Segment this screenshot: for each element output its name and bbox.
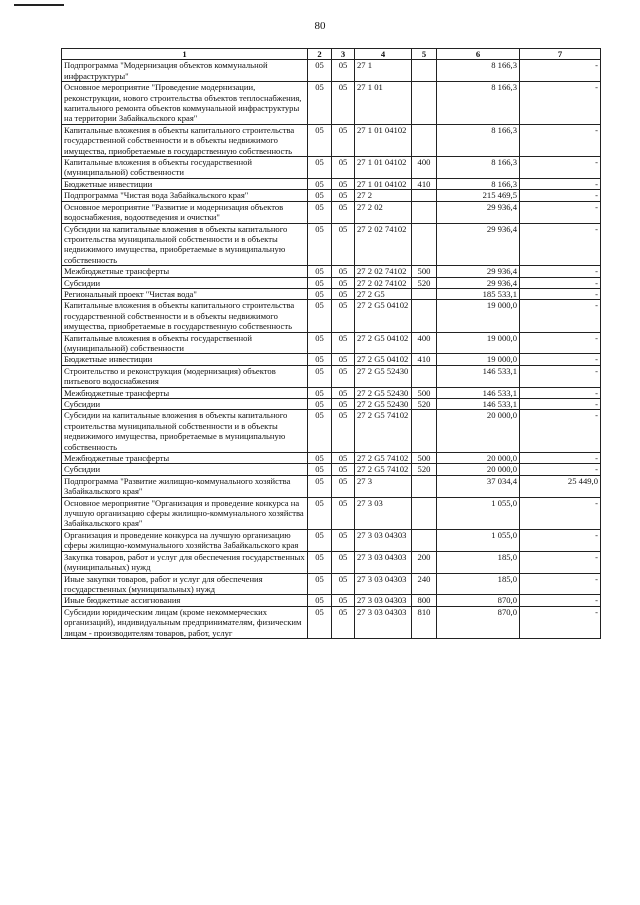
row-name-cell: Основное мероприятие "Развитие и модернизация объектов водоснабжения, водоотведения и очистки"	[62, 201, 308, 223]
row-subsection-cell: 05	[332, 606, 355, 638]
row-section-cell: 05	[308, 288, 332, 299]
row-subsection-cell: 05	[332, 300, 355, 332]
row-expense-type-cell: 200	[412, 551, 437, 573]
row-target-article-cell: 27 1 01 04102	[355, 124, 412, 156]
table-row	[62, 223, 601, 266]
row-name-cell: Межбюджетные трансферты	[62, 266, 308, 277]
row-target-article-cell: 27 3 03 04303	[355, 529, 412, 551]
row-subsection-cell: 05	[332, 178, 355, 189]
row-target-article-cell: 27 3 03 04303	[355, 551, 412, 573]
row-section-cell: 05	[308, 464, 332, 475]
row-target-article-cell: 27 3 03	[355, 497, 412, 529]
table-row	[62, 300, 601, 332]
row-subsection-cell: 05	[332, 157, 355, 179]
row-subsection-cell: 05	[332, 82, 355, 125]
row-expense-type-cell	[412, 497, 437, 529]
row-expense-type-cell: 500	[412, 453, 437, 464]
row-amount-cell: 146 533,1	[437, 365, 520, 387]
row-expense-type-cell: 520	[412, 277, 437, 288]
row-amount-col7-cell: -	[520, 573, 601, 595]
table-row	[62, 201, 601, 223]
row-subsection-cell: 05	[332, 453, 355, 464]
row-section-cell: 05	[308, 354, 332, 365]
row-expense-type-cell: 520	[412, 464, 437, 475]
table-row	[62, 497, 601, 529]
row-amount-col7-cell: -	[520, 497, 601, 529]
row-amount-cell: 8 166,3	[437, 82, 520, 125]
row-amount-col7-cell: -	[520, 464, 601, 475]
row-amount-cell: 1 055,0	[437, 497, 520, 529]
row-target-article-cell: 27 2 G5	[355, 288, 412, 299]
row-target-article-cell: 27 3	[355, 475, 412, 497]
table-row	[62, 178, 601, 189]
row-amount-cell: 29 936,4	[437, 266, 520, 277]
row-name-cell: Субсидии	[62, 464, 308, 475]
row-subsection-cell: 05	[332, 223, 355, 266]
row-subsection-cell: 05	[332, 464, 355, 475]
row-expense-type-cell	[412, 365, 437, 387]
row-expense-type-cell: 240	[412, 573, 437, 595]
row-expense-type-cell: 500	[412, 266, 437, 277]
row-target-article-cell: 27 2 02 74102	[355, 223, 412, 266]
row-amount-cell: 29 936,4	[437, 201, 520, 223]
table-row	[62, 277, 601, 288]
row-amount-cell: 29 936,4	[437, 223, 520, 266]
row-amount-cell: 8 166,3	[437, 157, 520, 179]
row-name-cell: Межбюджетные трансферты	[62, 387, 308, 398]
header-col-6: 6	[437, 49, 520, 60]
row-expense-type-cell: 410	[412, 178, 437, 189]
row-section-cell: 05	[308, 529, 332, 551]
row-subsection-cell: 05	[332, 595, 355, 606]
row-subsection-cell: 05	[332, 277, 355, 288]
table-row	[62, 288, 601, 299]
row-section-cell: 05	[308, 266, 332, 277]
row-amount-col7-cell: 25 449,0	[520, 475, 601, 497]
row-amount-cell: 8 166,3	[437, 60, 520, 82]
row-expense-type-cell	[412, 475, 437, 497]
row-expense-type-cell	[412, 288, 437, 299]
row-target-article-cell: 27 2 02 74102	[355, 266, 412, 277]
row-expense-type-cell: 810	[412, 606, 437, 638]
row-section-cell: 05	[308, 223, 332, 266]
row-subsection-cell: 05	[332, 288, 355, 299]
row-section-cell: 05	[308, 410, 332, 453]
row-amount-col7-cell: -	[520, 453, 601, 464]
row-expense-type-cell	[412, 60, 437, 82]
row-amount-col7-cell: -	[520, 201, 601, 223]
row-amount-col7-cell: -	[520, 551, 601, 573]
table-row	[62, 354, 601, 365]
row-target-article-cell: 27 2 02 74102	[355, 277, 412, 288]
row-target-article-cell: 27 2 G5 74102	[355, 453, 412, 464]
row-amount-col7-cell: -	[520, 190, 601, 201]
row-subsection-cell: 05	[332, 387, 355, 398]
row-expense-type-cell	[412, 410, 437, 453]
row-expense-type-cell: 410	[412, 354, 437, 365]
header-col-5: 5	[412, 49, 437, 60]
row-target-article-cell: 27 3 03 04303	[355, 606, 412, 638]
row-amount-cell: 8 166,3	[437, 124, 520, 156]
row-amount-col7-cell: -	[520, 365, 601, 387]
row-subsection-cell: 05	[332, 497, 355, 529]
row-section-cell: 05	[308, 60, 332, 82]
row-name-cell: Иные закупки товаров, работ и услуг для обеспечения государственных (муниципальных) нужд	[62, 573, 308, 595]
row-section-cell: 05	[308, 277, 332, 288]
row-name-cell: Основное мероприятие "Проведение модернизации, реконструкции, нового строительства объектов теплоснабжения, капитального ремонта объектов коммунальной инфраструктуры на территории Забайкальского края"	[62, 82, 308, 125]
row-target-article-cell: 27 1 01 04102	[355, 157, 412, 179]
row-name-cell: Иные бюджетные ассигнования	[62, 595, 308, 606]
row-amount-col7-cell: -	[520, 399, 601, 410]
row-name-cell: Подпрограмма "Развитие жилищно-коммунального хозяйства Забайкальского края"	[62, 475, 308, 497]
row-amount-cell: 37 034,4	[437, 475, 520, 497]
row-name-cell: Региональный проект "Чистая вода"	[62, 288, 308, 299]
row-target-article-cell: 27 1 01	[355, 82, 412, 125]
table-row	[62, 124, 601, 156]
row-amount-cell: 146 533,1	[437, 399, 520, 410]
row-section-cell: 05	[308, 453, 332, 464]
row-section-cell: 05	[308, 82, 332, 125]
row-expense-type-cell	[412, 190, 437, 201]
row-amount-cell: 870,0	[437, 595, 520, 606]
row-subsection-cell: 05	[332, 399, 355, 410]
row-amount-cell: 146 533,1	[437, 387, 520, 398]
budget-table	[61, 48, 601, 639]
table-row	[62, 595, 601, 606]
row-amount-col7-cell: -	[520, 178, 601, 189]
row-amount-col7-cell: -	[520, 60, 601, 82]
row-amount-cell: 8 166,3	[437, 178, 520, 189]
row-expense-type-cell	[412, 82, 437, 125]
corner-scan-mark	[14, 4, 64, 6]
row-amount-col7-cell: -	[520, 410, 601, 453]
row-amount-cell: 19 000,0	[437, 354, 520, 365]
row-expense-type-cell	[412, 300, 437, 332]
row-amount-cell: 19 000,0	[437, 332, 520, 354]
row-expense-type-cell: 500	[412, 387, 437, 398]
page-number: 80	[314, 20, 326, 32]
row-subsection-cell: 05	[332, 60, 355, 82]
row-target-article-cell: 27 3 03 04303	[355, 573, 412, 595]
row-amount-col7-cell: -	[520, 606, 601, 638]
row-name-cell: Субсидии юридическим лицам (кроме некоммерческих организаций), индивидуальным предпринимателям, физическим лицам - производителям товаров, работ, услуг	[62, 606, 308, 638]
row-amount-col7-cell: -	[520, 277, 601, 288]
row-amount-col7-cell: -	[520, 223, 601, 266]
row-expense-type-cell: 520	[412, 399, 437, 410]
header-col-7: 7	[520, 49, 601, 60]
table-row	[62, 82, 601, 125]
row-target-article-cell: 27 2	[355, 190, 412, 201]
row-amount-cell: 29 936,4	[437, 277, 520, 288]
row-amount-cell: 870,0	[437, 606, 520, 638]
row-name-cell: Закупка товаров, работ и услуг для обеспечения государственных (муниципальных) нужд	[62, 551, 308, 573]
row-target-article-cell: 27 2 G5 04102	[355, 300, 412, 332]
row-expense-type-cell	[412, 529, 437, 551]
row-name-cell: Подпрограмма "Модернизация объектов коммунальной инфраструктуры"	[62, 60, 308, 82]
row-expense-type-cell: 400	[412, 332, 437, 354]
table-body	[62, 60, 601, 639]
row-amount-cell: 20 000,0	[437, 464, 520, 475]
row-target-article-cell: 27 2 G5 74102	[355, 464, 412, 475]
row-name-cell: Бюджетные инвестиции	[62, 354, 308, 365]
header-col-1: 1	[62, 49, 308, 60]
row-section-cell: 05	[308, 157, 332, 179]
row-section-cell: 05	[308, 573, 332, 595]
row-section-cell: 05	[308, 595, 332, 606]
row-section-cell: 05	[308, 201, 332, 223]
row-subsection-cell: 05	[332, 475, 355, 497]
row-expense-type-cell	[412, 223, 437, 266]
row-amount-col7-cell: -	[520, 288, 601, 299]
row-section-cell: 05	[308, 399, 332, 410]
row-amount-cell: 19 000,0	[437, 300, 520, 332]
table-row	[62, 464, 601, 475]
row-target-article-cell: 27 2 G5 74102	[355, 410, 412, 453]
row-amount-col7-cell: -	[520, 300, 601, 332]
row-section-cell: 05	[308, 190, 332, 201]
row-target-article-cell: 27 2 G5 52430	[355, 365, 412, 387]
row-amount-col7-cell: -	[520, 124, 601, 156]
row-subsection-cell: 05	[332, 573, 355, 595]
row-name-cell: Капитальные вложения в объекты капитального строительства государственной собственности и в объекты недвижимого имущества, приобретаемые в государственную собственность	[62, 300, 308, 332]
row-amount-cell: 20 000,0	[437, 410, 520, 453]
table-row	[62, 190, 601, 201]
row-expense-type-cell: 800	[412, 595, 437, 606]
table-row	[62, 399, 601, 410]
row-amount-col7-cell: -	[520, 332, 601, 354]
row-amount-col7-cell: -	[520, 354, 601, 365]
row-subsection-cell: 05	[332, 529, 355, 551]
row-target-article-cell: 27 3 03 04303	[355, 595, 412, 606]
row-target-article-cell: 27 2 G5 52430	[355, 387, 412, 398]
header-col-4: 4	[355, 49, 412, 60]
row-amount-col7-cell: -	[520, 157, 601, 179]
row-section-cell: 05	[308, 497, 332, 529]
row-amount-col7-cell: -	[520, 266, 601, 277]
row-section-cell: 05	[308, 475, 332, 497]
table-row	[62, 387, 601, 398]
row-target-article-cell: 27 2 G5 04102	[355, 332, 412, 354]
row-amount-col7-cell: -	[520, 387, 601, 398]
row-name-cell: Капитальные вложения в объекты капитального строительства государственной собственности и в объекты недвижимого имущества, приобретаемые в государственную собственность	[62, 124, 308, 156]
row-expense-type-cell	[412, 124, 437, 156]
header-col-2: 2	[308, 49, 332, 60]
table-row	[62, 365, 601, 387]
row-name-cell: Бюджетные инвестиции	[62, 178, 308, 189]
row-name-cell: Межбюджетные трансферты	[62, 453, 308, 464]
header-col-3: 3	[332, 49, 355, 60]
table-row	[62, 410, 601, 453]
row-subsection-cell: 05	[332, 410, 355, 453]
row-expense-type-cell: 400	[412, 157, 437, 179]
table-row	[62, 573, 601, 595]
table-row	[62, 60, 601, 82]
row-section-cell: 05	[308, 300, 332, 332]
row-target-article-cell: 27 2 G5 52430	[355, 399, 412, 410]
table-row	[62, 157, 601, 179]
row-target-article-cell: 27 2 02	[355, 201, 412, 223]
row-section-cell: 05	[308, 178, 332, 189]
table-row	[62, 266, 601, 277]
row-amount-cell: 20 000,0	[437, 453, 520, 464]
row-amount-cell: 185,0	[437, 573, 520, 595]
row-subsection-cell: 05	[332, 332, 355, 354]
row-name-cell: Субсидии на капитальные вложения в объекты капитального строительства муниципальной собственности и в объекты недвижимого имущества, приобретаемые в муниципальную собственность	[62, 410, 308, 453]
table-row	[62, 529, 601, 551]
row-subsection-cell: 05	[332, 266, 355, 277]
row-name-cell: Капитальные вложения в объекты государственной (муниципальной) собственности	[62, 332, 308, 354]
row-amount-cell: 215 469,5	[437, 190, 520, 201]
row-subsection-cell: 05	[332, 354, 355, 365]
row-subsection-cell: 05	[332, 551, 355, 573]
row-section-cell: 05	[308, 332, 332, 354]
row-name-cell: Организация и проведение конкурса на лучшую организацию сферы жилищно-коммунального хозяйства Забайкальского края	[62, 529, 308, 551]
row-amount-cell: 185,0	[437, 551, 520, 573]
row-amount-col7-cell: -	[520, 595, 601, 606]
row-name-cell: Капитальные вложения в объекты государственной (муниципальной) собственности	[62, 157, 308, 179]
table-row	[62, 551, 601, 573]
table-row	[62, 606, 601, 638]
row-amount-cell: 1 055,0	[437, 529, 520, 551]
row-subsection-cell: 05	[332, 124, 355, 156]
row-section-cell: 05	[308, 124, 332, 156]
row-target-article-cell: 27 1	[355, 60, 412, 82]
row-name-cell: Подпрограмма "Чистая вода Забайкальского края"	[62, 190, 308, 201]
row-expense-type-cell	[412, 201, 437, 223]
row-section-cell: 05	[308, 551, 332, 573]
row-subsection-cell: 05	[332, 190, 355, 201]
row-subsection-cell: 05	[332, 201, 355, 223]
table-row	[62, 475, 601, 497]
row-section-cell: 05	[308, 387, 332, 398]
row-amount-col7-cell: -	[520, 529, 601, 551]
row-section-cell: 05	[308, 606, 332, 638]
table-row	[62, 453, 601, 464]
row-name-cell: Строительство и реконструкция (модернизация) объектов питьевого водоснабжения	[62, 365, 308, 387]
row-name-cell: Субсидии	[62, 399, 308, 410]
row-target-article-cell: 27 2 G5 04102	[355, 354, 412, 365]
row-target-article-cell: 27 1 01 04102	[355, 178, 412, 189]
row-name-cell: Субсидии на капитальные вложения в объекты капитального строительства муниципальной собственности и в объекты недвижимого имущества, приобретаемые в муниципальную собственность	[62, 223, 308, 266]
row-name-cell: Основное мероприятие "Организация и проведение конкурса на лучшую организацию сферы жилищно-коммунального хозяйства Забайкальского края"	[62, 497, 308, 529]
table-header-row	[62, 49, 601, 60]
row-amount-col7-cell: -	[520, 82, 601, 125]
row-amount-cell: 185 533,1	[437, 288, 520, 299]
row-name-cell: Субсидии	[62, 277, 308, 288]
row-subsection-cell: 05	[332, 365, 355, 387]
table-row	[62, 332, 601, 354]
row-section-cell: 05	[308, 365, 332, 387]
